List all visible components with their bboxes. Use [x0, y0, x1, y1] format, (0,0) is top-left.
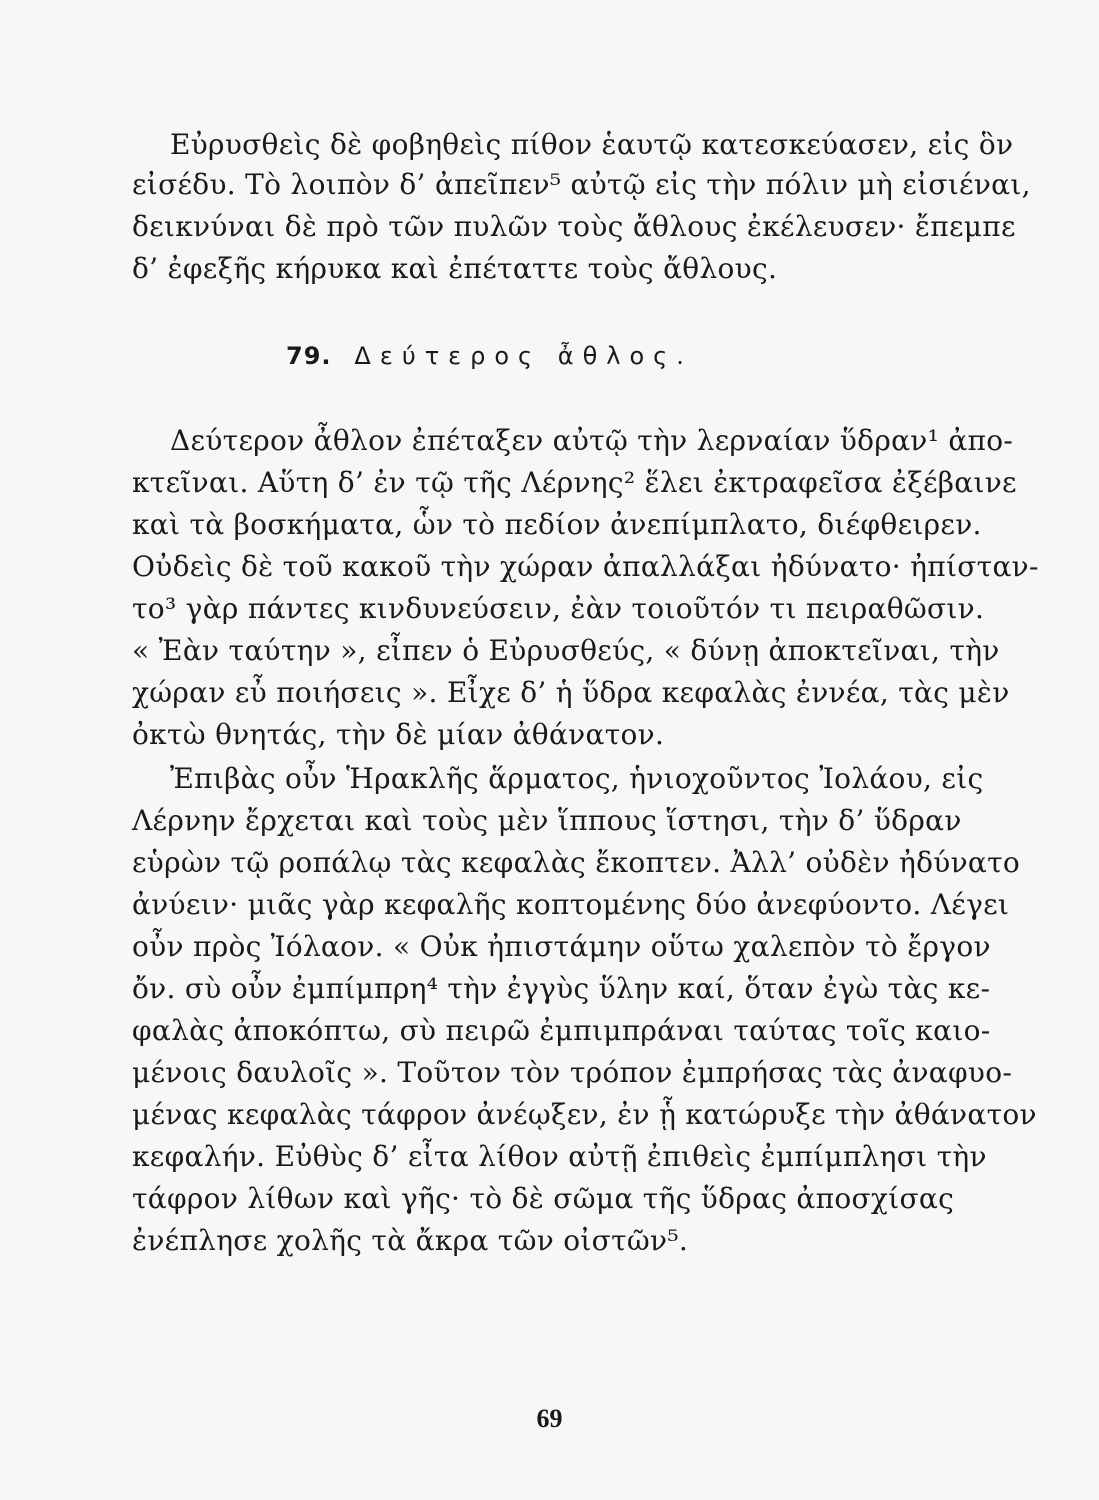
text-line: το³ γὰρ πάντες κινδυνεύσειν, ἐὰν τοιοῦτόν τι πειραθῶσιν. — [132, 592, 985, 625]
text-line: ὄν. σὺ οὖν ἐμπίμπρη⁴ τὴν ἐγγὺς ὕλην καί, ὅταν ἐγὼ τὰς κε- — [132, 972, 991, 1005]
text-line: Ἐπιβὰς οὖν Ἡρακλῆς ἅρματος, ἡνιοχοῦντος Ἰολάου, εἰς — [170, 762, 984, 795]
text-line: « Ἐὰν ταύτην », εἶπεν ὁ Εὐρυσθεύς, « δύνῃ ἀποκτεῖναι, τὴν — [132, 634, 1000, 667]
text-line: Εὐρυσθεὶς δὲ φοβηθεὶς πίθον ἑαυτῷ κατεσκεύασεν, εἰς ὃν — [170, 128, 1014, 161]
text-line: κεφαλήν. Εὐθὺς δ’ εἶτα λίθον αὐτῇ ἐπιθεὶς ἐμπίμπλησι τὴν — [132, 1140, 987, 1173]
text-line: Οὐδεὶς δὲ τοῦ κακοῦ τὴν χώραν ἀπαλλάξαι ἠδύνατο· ἠπίσταν- — [132, 550, 1039, 583]
text-line: εὑρὼν τῷ ροπάλῳ τὰς κεφαλὰς ἔκοπτεν. Ἀλλ’ οὐδὲν ἠδύνατο — [132, 846, 1021, 879]
text-line: Δεύτερον ἆθλον ἐπέταξεν αὐτῷ τὴν λερναίαν ὕδραν¹ ἀπο- — [170, 424, 1014, 457]
text-line: δ’ ἐφεξῆς κήρυκα καὶ ἐπέταττε τοὺς ἄθλους. — [132, 252, 778, 285]
text-line: φαλὰς ἀποκόπτω, σὺ πειρῶ ἐμπιμπράναι ταύτας τοῖς καιο- — [132, 1014, 991, 1047]
text-line: καὶ τὰ βοσκήματα, ὧν τὸ πεδίον ἀνεπίμπλατο, διέφθειρεν. — [132, 508, 982, 541]
section-title: Δεύτερος ἆθλος. — [354, 342, 693, 370]
text-line: δεικνύναι δὲ πρὸ τῶν πυλῶν τοὺς ἄθλους ἐκέλευσεν· ἔπεμπε — [132, 210, 1016, 243]
text-line: ὀκτὼ θνητάς, τὴν δὲ μίαν ἀθάνατον. — [132, 718, 665, 751]
text-line: ἀνύειν· μιᾶς γὰρ κεφαλῆς κοπτομένης δύο ἀνεφύοντο. Λέγει — [132, 888, 1010, 921]
section-heading — [286, 338, 693, 373]
text-line: μένοις δαυλοῖς ». Τοῦτον τὸν τρόπον ἐμπρήσας τὰς ἀναφυο- — [132, 1056, 1013, 1089]
text-line: χώραν εὖ ποιήσεις ». Εἶχε δ’ ἡ ὕδρα κεφαλὰς ἐννέα, τὰς μὲν — [132, 676, 1010, 709]
section-number: 79. — [286, 342, 332, 370]
text-line: οὖν πρὸς Ἰόλαον. « Οὐκ ἠπιστάμην οὕτω χαλεπὸν τὸ ἔργον — [132, 930, 991, 963]
text-line: ἐνέπλησε χολῆς τὰ ἄκρα τῶν οἰστῶν⁵. — [132, 1224, 689, 1257]
text-line: Λέρνην ἔρχεται καὶ τοὺς μὲν ἵππους ἵστησι, τὴν δ’ ὕδραν — [132, 804, 962, 837]
text-line: μένας κεφαλὰς τάφρον ἀνέῳξεν, ἐν ᾗ κατώρυξε τὴν ἀθάνατον — [132, 1098, 1037, 1131]
page-number: 69 — [536, 1404, 563, 1433]
text-line: εἰσέδυ. Τὸ λοιπὸν δ’ ἀπεῖπεν⁵ αὐτῷ εἰς τὴν πόλιν μὴ εἰσιέναι, — [132, 168, 1031, 201]
text-line: κτεῖναι. Αὕτη δ’ ἐν τῷ τῆς Λέρνης² ἕλει ἐκτραφεῖσα ἐξέβαινε — [132, 466, 1017, 499]
text-line: τάφρον λίθων καὶ γῆς· τὸ δὲ σῶμα τῆς ὕδρας ἀποσχίσας — [132, 1182, 955, 1215]
